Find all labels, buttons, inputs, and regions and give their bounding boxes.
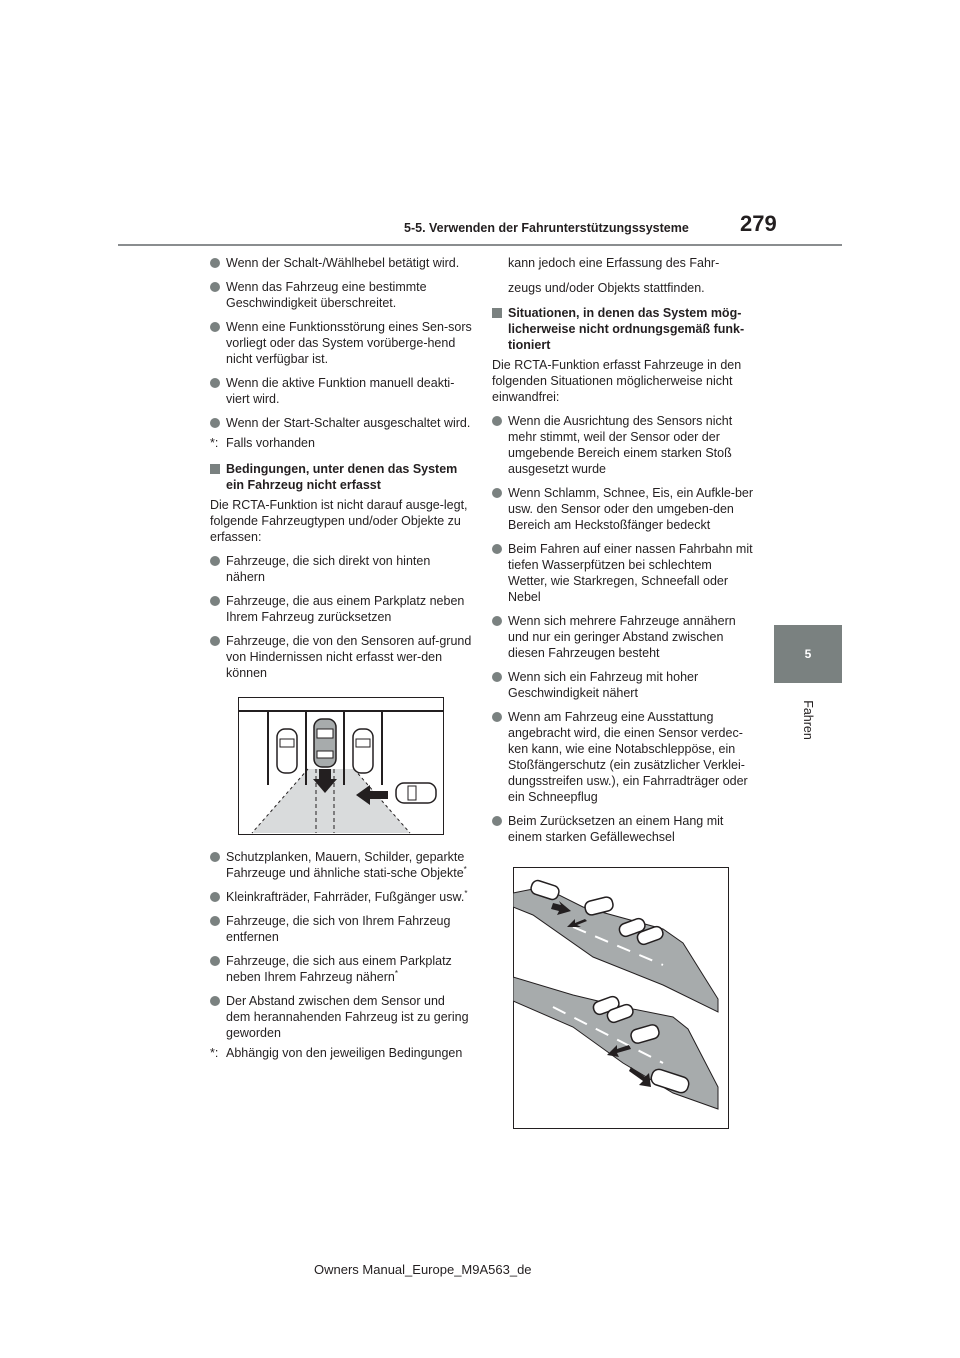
continued-list-item xyxy=(492,255,754,296)
bullet-icon xyxy=(492,672,502,682)
list-item-text: Fahrzeuge, die sich von Ihrem Fahrzeug entfernen xyxy=(226,914,451,944)
bullet-icon xyxy=(492,544,502,554)
list-item xyxy=(210,415,472,431)
left-column xyxy=(210,255,472,1071)
list-item-text: Fahrzeuge, die von den Sensoren auf-grund von Hindernissen nicht erfasst wer-den können xyxy=(226,634,472,680)
continued-text-line: kann jedoch eine Erfassung des Fahr- xyxy=(508,256,720,270)
list-item-text: Kleinkrafträder, Fahrräder, Fußgänger usw. xyxy=(226,890,465,904)
list-item-text: Wenn Schlamm, Schnee, Eis, ein Aufkle-ber usw. den Sensor oder den umgeben-den Bereich am Heckstoßfänger bedeckt xyxy=(508,486,754,532)
list-item xyxy=(492,541,754,605)
page-number: 279 xyxy=(740,211,777,236)
list-item xyxy=(210,849,472,881)
list-item xyxy=(210,279,472,311)
list-item-text: Fahrzeuge, die aus einem Parkplatz neben Ihrem Fahrzeug zurücksetzen xyxy=(226,594,465,624)
list-item-text: Wenn sich mehrere Fahrzeuge annähern und nur ein geringer Abstand zwischen diesen Fahrzeugen besteht xyxy=(508,614,736,660)
chapter-number-tab: 5 xyxy=(774,625,842,683)
list-item-text: Wenn am Fahrzeug eine Ausstattung angebracht wird, die einen Sensor verdec-ken kann, wie eine Notabschleppöse, ein Stoßfängerschutz (ein zusätzlicher Verklei-dungsstreifen usw.), ein Fahrradträger oder ein Schneepflug xyxy=(508,710,748,804)
list-item xyxy=(210,375,472,407)
footnote xyxy=(210,435,472,451)
footnote xyxy=(210,1045,472,1061)
list-item xyxy=(492,613,754,661)
bullet-icon xyxy=(492,616,502,626)
parking-lot-illustration xyxy=(238,697,472,835)
list-item-text: Wenn sich ein Fahrzeug mit hoher Geschwindigkeit nähert xyxy=(508,670,699,700)
bullet-icon xyxy=(210,956,220,966)
parking-lot-svg xyxy=(238,697,444,835)
bullet-icon xyxy=(210,378,220,388)
bullet-icon xyxy=(210,556,220,566)
list-item-text: Der Abstand zwischen dem Sensor und dem herannahenden Fahrzeug ist zu gering geworden xyxy=(226,994,469,1040)
list-item xyxy=(492,709,754,805)
list-item-text: Wenn der Schalt-/Wählhebel betätigt wird. xyxy=(226,256,460,270)
paragraph: Die RCTA-Funktion erfasst Fahrzeuge in den folgenden Situationen möglicherweise nicht einwandfrei: xyxy=(492,358,742,404)
footnote-mark: *: xyxy=(210,436,219,450)
bullet-icon xyxy=(210,636,220,646)
slope-svg xyxy=(513,867,729,1129)
list-item xyxy=(492,413,754,477)
bullet-icon xyxy=(210,916,220,926)
section-square-icon xyxy=(210,464,220,474)
right-column xyxy=(492,255,754,1129)
list-item xyxy=(210,319,472,367)
bullet-icon xyxy=(492,712,502,722)
list-item xyxy=(210,953,472,985)
list-item-text: Fahrzeuge, die sich aus einem Parkplatz neben Ihrem Fahrzeug nähern xyxy=(226,954,452,984)
list-item-text: Beim Zurücksetzen an einem Hang mit einem starken Gefällewechsel xyxy=(508,814,724,844)
section-header-title: 5-5. Verwenden der Fahrunterstützungssysteme xyxy=(404,221,689,235)
chapter-label xyxy=(770,690,846,750)
list-item xyxy=(210,255,472,271)
list-item xyxy=(210,913,472,945)
footnote-text: Falls vorhanden xyxy=(226,436,315,450)
bullet-icon xyxy=(492,816,502,826)
list-item xyxy=(492,485,754,533)
slope-illustration xyxy=(513,867,754,1129)
list-item xyxy=(210,553,472,585)
chapter-label-text: Fahren xyxy=(801,700,815,740)
footer-text: Owners Manual_Europe_M9A563_de xyxy=(314,1262,532,1277)
list-item xyxy=(210,593,472,625)
list-item-text: Beim Fahren auf einer nassen Fahrbahn mit tiefen Wasserpfützen bei schlechtem Wetter, wie Starkregen, Schneefall oder Nebel xyxy=(508,542,753,604)
footnote-reference: * xyxy=(394,969,398,978)
bullet-icon xyxy=(492,488,502,498)
section-heading-text: Situationen, in denen das System mög-licherweise nicht ordnungsgemäß funk-tioniert xyxy=(508,306,745,352)
section-square-icon xyxy=(492,308,502,318)
list-item-text: Wenn die aktive Funktion manuell deakti-viert wird. xyxy=(226,376,455,406)
bullet-icon xyxy=(210,892,220,902)
section-heading-text: Bedingungen, unter denen das System ein Fahrzeug nicht erfasst xyxy=(226,462,458,492)
list-item-text: Fahrzeuge, die sich direkt von hinten nähern xyxy=(226,554,431,584)
footnote-reference: * xyxy=(464,889,468,898)
list-item-text: Wenn das Fahrzeug eine bestimmte Geschwindigkeit überschreitet. xyxy=(226,280,427,310)
bullet-icon xyxy=(210,322,220,332)
bullet-icon xyxy=(210,418,220,428)
bullet-icon xyxy=(210,996,220,1006)
footnote-reference: * xyxy=(463,865,467,874)
list-item xyxy=(210,993,472,1041)
continued-text-line: zeugs und/oder Objekts stattfinden. xyxy=(508,281,705,295)
list-item-text: Wenn eine Funktionsstörung eines Sen-sors vorliegt oder das System vorüberge-hend nicht verfügbar ist. xyxy=(226,320,472,366)
bullet-icon xyxy=(210,258,220,268)
bullet-icon xyxy=(210,282,220,292)
footnote-mark: *: xyxy=(210,1046,219,1060)
section-heading xyxy=(492,305,754,353)
paragraph: Die RCTA-Funktion ist nicht darauf ausge-legt, folgende Fahrzeugtypen und/oder Objekte zu erfassen: xyxy=(210,498,468,544)
bullet-icon xyxy=(210,596,220,606)
list-item xyxy=(210,633,472,681)
list-item-text: Schutzplanken, Mauern, Schilder, geparkte Fahrzeuge und ähnliche stati-sche Objekte xyxy=(226,850,465,880)
list-item xyxy=(492,669,754,701)
list-item-text: Wenn die Ausrichtung des Sensors nicht mehr stimmt, weil der Sensor oder der umgebende Bereich einem starken Stoß ausgesetzt wurde xyxy=(508,414,733,476)
footnote-text: Abhängig von den jeweiligen Bedingungen xyxy=(226,1046,463,1060)
bullet-icon xyxy=(210,852,220,862)
bullet-icon xyxy=(492,416,502,426)
header-divider xyxy=(118,244,842,246)
section-heading xyxy=(210,461,472,493)
list-item xyxy=(210,889,472,905)
list-item xyxy=(492,813,754,845)
list-item-text: Wenn der Start-Schalter ausgeschaltet wird. xyxy=(226,416,471,430)
